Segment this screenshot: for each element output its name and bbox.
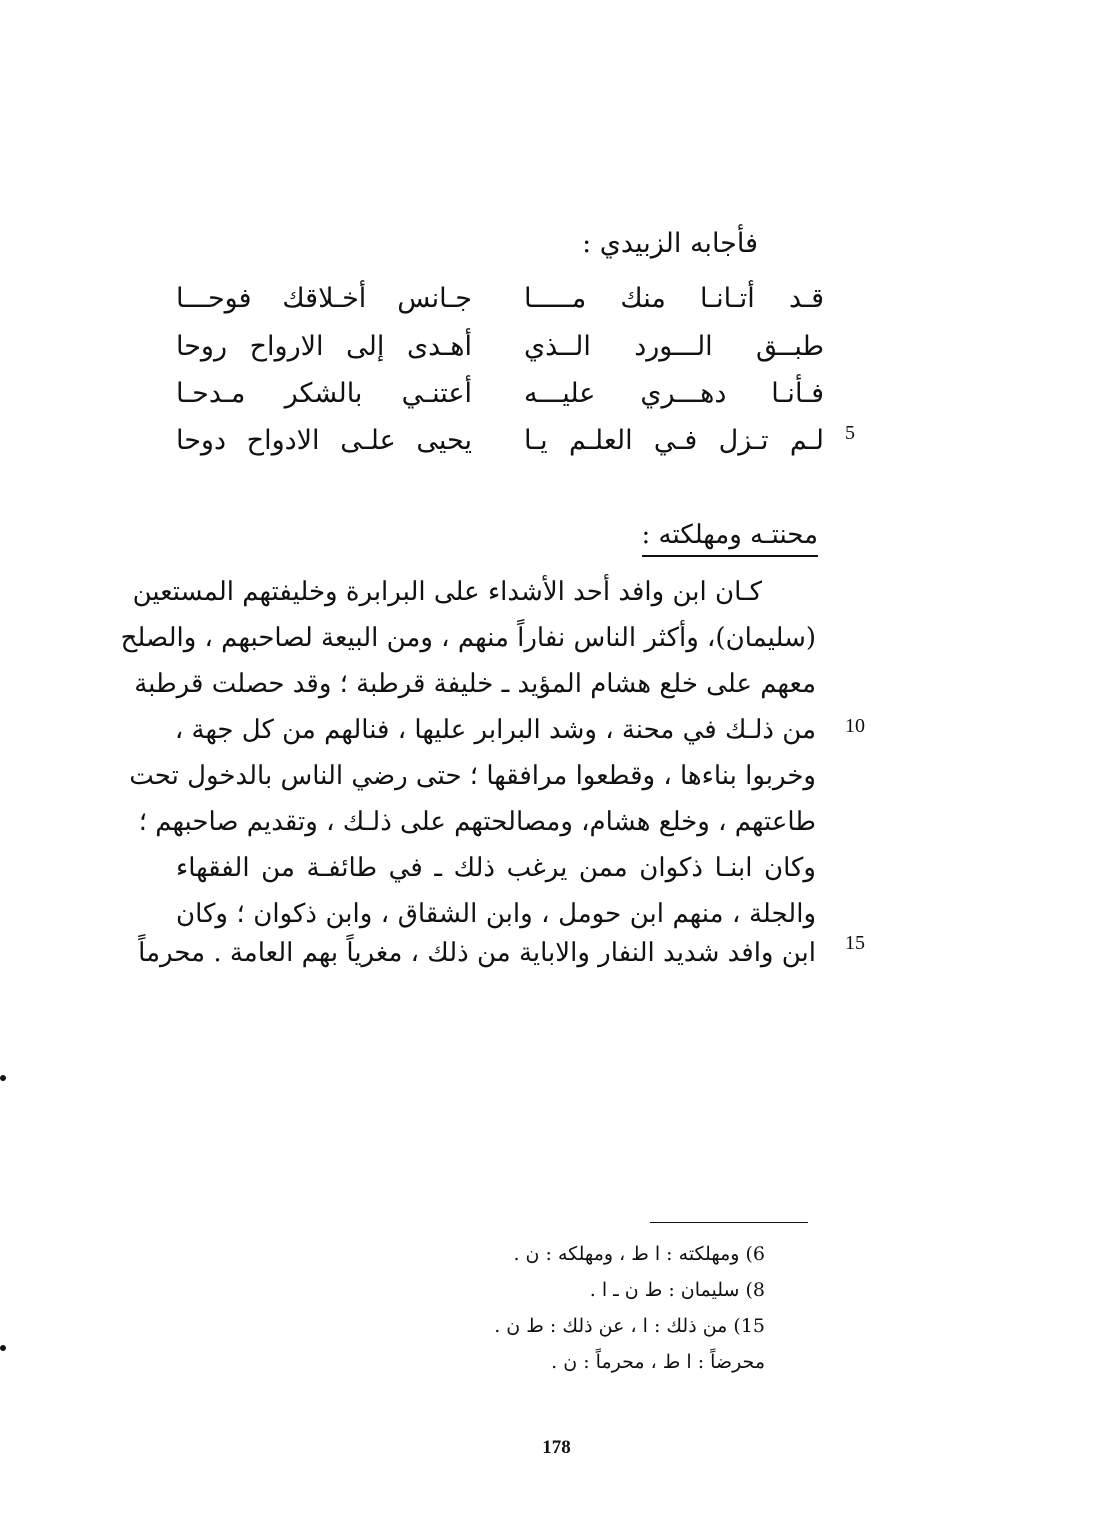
prose-line: ابن وافد شديد النفار والاباية من ذلك ، مغرياً بهم العامة . محرماً: [138, 938, 816, 968]
verse-second-hemistich: أهـدى إلى الارواح روحا: [176, 331, 472, 362]
prose-line: طاعتهم ، وخلع هشام، ومصالحتهم على ذلـك ، وتقديم صاحبهم ؛: [138, 807, 816, 837]
footnote: محرضاً : ا ط ، محرماً : ن .: [551, 1351, 765, 1373]
verse-first-hemistich: فـأنـا دهـــري عليـــه: [524, 378, 824, 409]
scan-speck: [0, 1075, 6, 1081]
line-number: 10: [845, 715, 865, 737]
section-heading: محنتـه ومهلكته :: [642, 517, 818, 557]
prose-line: كـان ابن وافد أحد الأشداء على البرابرة وخليفتهم المستعين: [132, 577, 762, 607]
verse-first-hemistich: قـد أتـانـا منك مـــــا: [524, 283, 824, 314]
prose-line: (سليمان)، وأكثر الناس نفاراً منهم ، ومن البيعة لصاحبهم ، والصلح: [120, 623, 816, 653]
verse-first-hemistich: لـم تـزل فـي العلـم يـا: [524, 425, 824, 456]
prose-line: معهم على خلع هشام المؤيد ـ خليفة قرطبة ؛ وقد حصلت قرطبة: [134, 669, 816, 699]
verse-second-hemistich: جـانس أخـلاقك فوحـــا: [176, 283, 472, 314]
line-number: 15: [845, 932, 865, 954]
poem-verse: [176, 418, 824, 464]
poem-intro: فأجابه الزبيدي :: [582, 228, 758, 259]
prose-line: من ذلـك في محنة ، وشد البرابر عليها ، فنالهم من كل جهة ،: [174, 715, 816, 745]
footnote: 6) ومهلكته : ا ط ، ومهلكه : ن .: [513, 1243, 765, 1265]
footnote-rule: [650, 1222, 808, 1223]
poem-verse: [176, 371, 824, 417]
prose-line: والجلة ، منهم ابن حومل ، وابن الشقاق ، وابن ذكوان ؛ وكان: [176, 899, 816, 929]
verse-second-hemistich: أعتنـي بالشكر مـدحـا: [176, 378, 472, 409]
page-number: 178: [542, 1437, 571, 1458]
prose-line: وخربوا بناءها ، وقطعوا مرافقها ؛ حتى رضي الناس بالدخول تحت: [129, 761, 816, 791]
prose-line: وكان ابنـا ذكوان ممن يرغب ذلك ـ في طائفـة من الفقهاء: [176, 853, 816, 883]
verse-second-hemistich: يحيى علـى الادواح دوحا: [176, 425, 472, 456]
line-number: 5: [845, 422, 855, 444]
verse-first-hemistich: طبــق الـــورد الــذي: [524, 331, 824, 362]
poem-verse: [176, 276, 824, 322]
footnote: 8) سليمان : ط ن ـ ا .: [589, 1279, 765, 1301]
poem-verse: [176, 324, 824, 370]
footnote: 15) من ذلك : ا ، عن ذلك : ط ن .: [494, 1315, 765, 1337]
scan-speck: [0, 1345, 6, 1351]
